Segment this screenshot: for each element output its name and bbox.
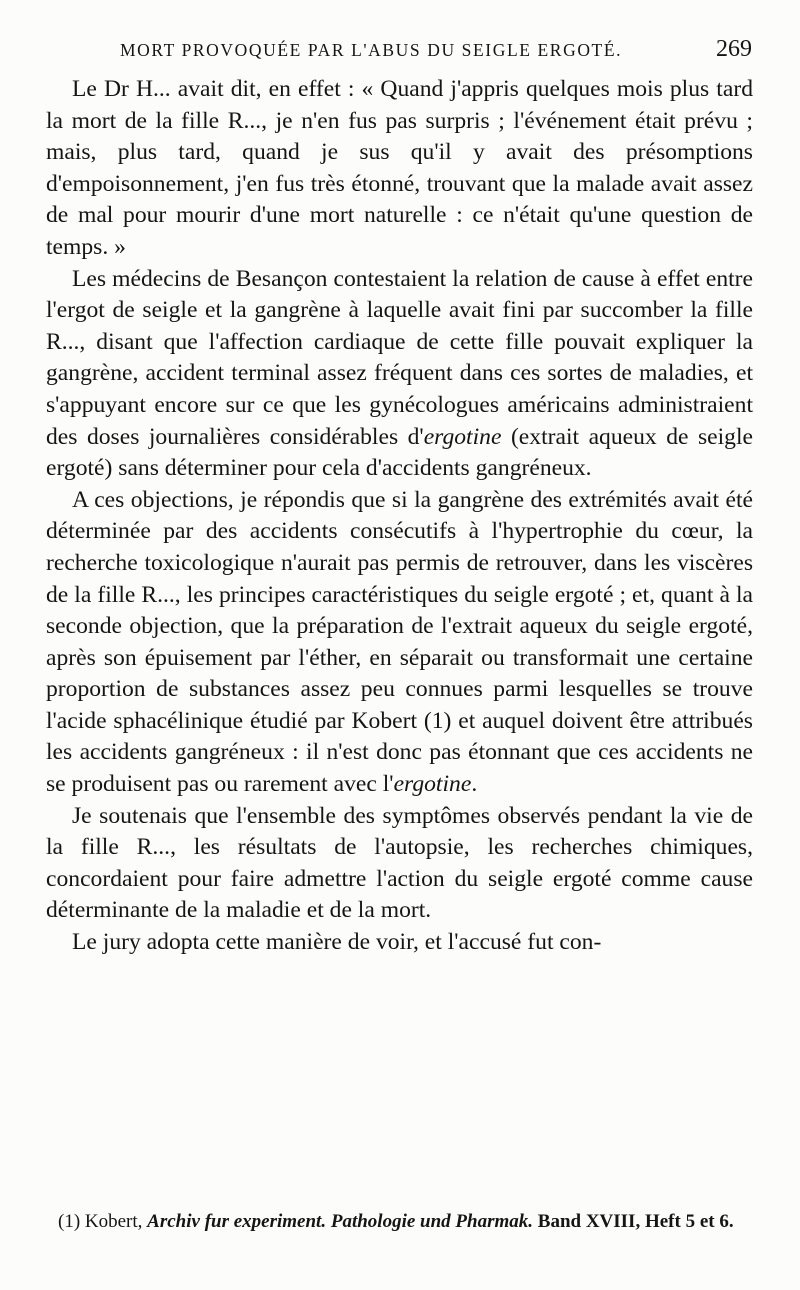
page-header [120,38,752,68]
paragraph-text: Le Dr H... avait dit, en effet : « Quand j'appris quelques mois plus tard la mort de la fille R..., je n'en fus pas surpris ; l'événement était prévu ; mais, plus tard, quand je sus qu'il y avait des présomptions d'empoisonnement, j'en fus très étonné, trouvant que la malade avait assez de mal pour mourir d'une mort naturelle : ce n'était qu'une question de temps. » [46,76,753,260]
footnote-marker: (1) Kobert, [58,1211,148,1232]
body-text [46,74,753,959]
footnote-journal: Archiv fur experiment. Pathologie und Pharmak. [147,1211,534,1232]
running-head: MORT PROVOQUÉE PAR L'ABUS DU SEIGLE ERGOTÉ. [120,40,623,60]
paragraph-text: Les médecins de Besançon contestaient la relation de cause à effet entre l'ergot de seigle et la gangrène à laquelle avait fini par succomber la fille R..., disant que l'affection cardiaque de cette fille pouvait expliquer la gangrène, accident terminal assez fréquent dans ces sortes de maladies, et s'appuyant encore sur ce que les gynécologues américains administraient des doses journalières considérables d' [46,265,753,450]
paragraph-text: (extrait aqueux de seigle ergoté) sans déterminer pour cela d'accidents gangréneux. [46,423,753,482]
paragraph-text: . [471,771,478,798]
paragraph-text: Je soutenais que l'ensemble des symptômes observés pendant la vie de la fille R..., les résultats de l'autopsie, les recherches chimiques, concordaient pour faire admettre l'action du seigle ergoté comme cause déterminante de la maladie et de la mort. [46,802,753,924]
paragraph-text: Le jury adopta cette manière de voir, et l'accusé fut con- [72,929,602,956]
footnote-text [46,1210,753,1234]
paragraph [46,264,753,485]
footnote [46,1210,753,1234]
paragraph [46,927,753,959]
paragraph [46,485,753,801]
paragraph [46,74,753,264]
emphasis-term: ergotine [423,423,502,450]
paragraph [46,801,753,927]
page-number: 269 [716,36,752,62]
footnote-reference: Band XVIII, Heft 5 et 6. [533,1211,734,1232]
paragraph-text: A ces objections, je répondis que si la gangrène des extrémités avait été déterminée par des accidents consécutifs à l'hypertrophie du cœur, la recherche toxicologique n'aurait pas permis de retrouver, dans les viscères de la fille R..., les principes caractéristiques du seigle ergoté ; et, quant à la seconde objection, que la préparation de l'extrait aqueux du seigle ergoté, après son épuisement par l'éther, en séparait ou transformait une certaine proportion de substances assez peu connues parmi lesquelles se trouve l'acide sphacélinique étudié par Kobert (1) et auquel doivent être attribués les accidents gangréneux : il n'est donc pas étonnant que ces accidents ne se produisent pas ou rarement avec l' [46,486,753,798]
emphasis-term: ergotine [393,771,472,798]
